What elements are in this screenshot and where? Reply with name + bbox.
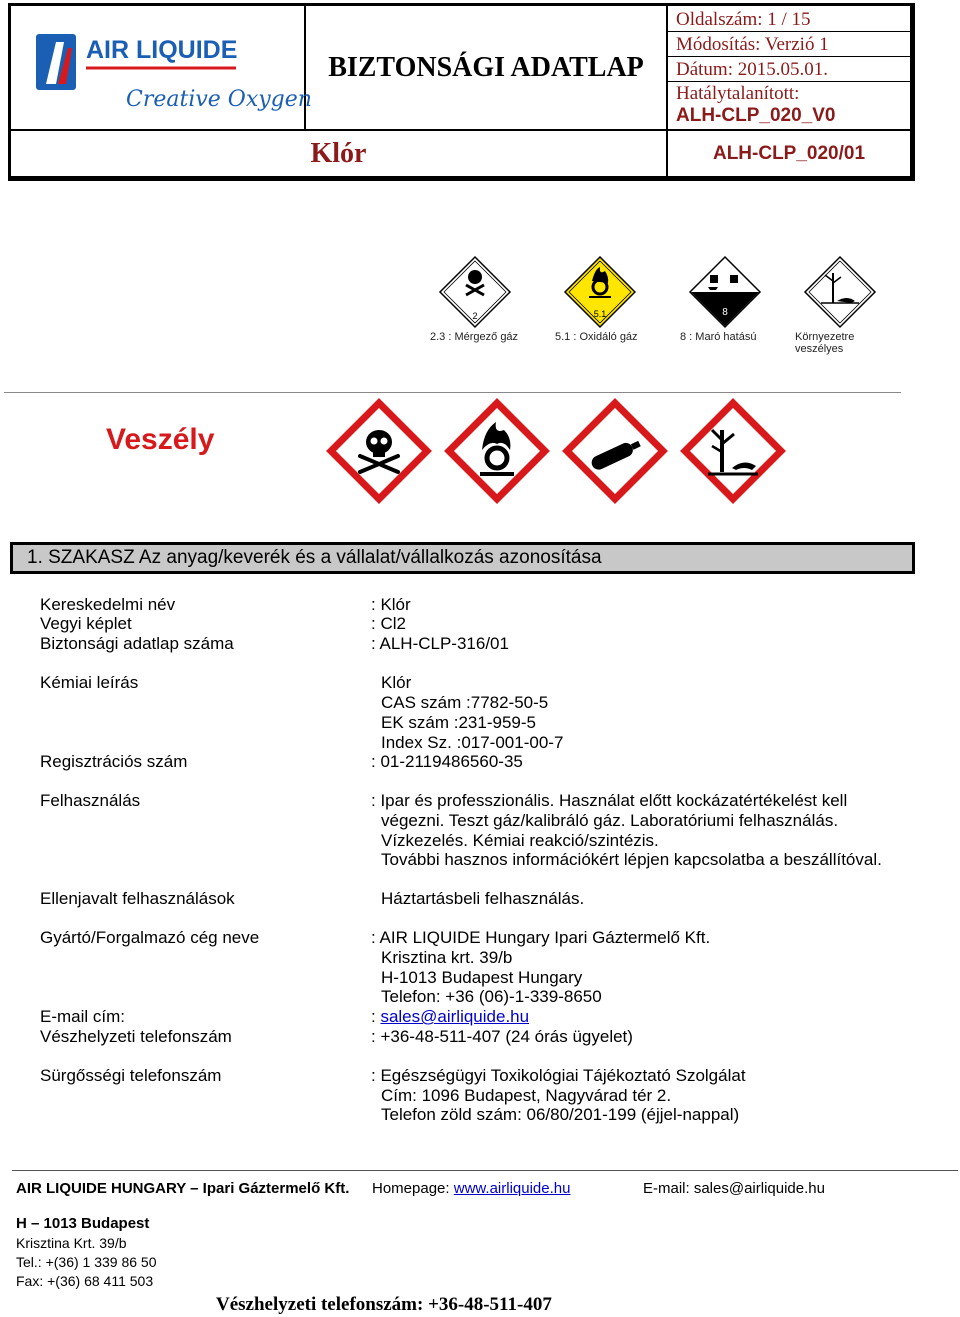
footer-tel: Tel.: +(36) 1 339 86 50 [16,1254,157,1270]
chem-desc-line: Index Sz. :017-001-00-7 [381,733,564,752]
environment-icon [682,400,784,502]
manufacturer-label: Gyártó/Forgalmazó cég neve [40,928,260,947]
manufacturer-line: Telefon: +36 (06)-1-339-8650 [381,987,602,1006]
adr-caption: Környezetre veszélyes [795,331,855,355]
footer-street: Krisztina Krt. 39/b [16,1235,127,1251]
ghs-pictograms [328,400,858,502]
corrosion-icon [680,255,770,327]
registration-label: Regisztrációs szám [40,752,188,771]
svg-text:2: 2 [472,311,478,321]
chem-desc-label: Kémiai leírás [40,673,139,692]
section-1-heading: 1. SZAKASZ Az anyag/keverék és a vállalat/vállalkozás azonosítása [10,542,915,574]
date: Dátum: 2015.05.01. [668,58,912,82]
supersedes-value: ALH-CLP_020_V0 [676,105,836,126]
footer-email: E-mail: sales@airliquide.hu [643,1180,825,1197]
chem-desc-line: Klór [381,673,412,692]
urgent-phone-line: Telefon zöld szám: 06/80/201-199 (éjjel-nappal) [381,1105,740,1124]
email-prefix: : [371,1007,381,1026]
flame-over-circle-icon [446,400,548,502]
document-code: ALH-CLP_020/01 [668,131,912,178]
header-table [8,3,915,181]
footer-address-title: H – 1013 Budapest [16,1215,150,1232]
footer-fax: Fax: +(36) 68 411 503 [16,1273,154,1289]
homepage-link[interactable]: www.airliquide.hu [453,1180,571,1197]
emergency-phone-label: Vészhelyzeti telefonszám [40,1027,232,1046]
email-value [371,1007,529,1027]
svg-text:5.1: 5.1 [593,309,607,319]
use-line: végezni. Teszt gáz/kalibráló gáz. Laboratóriumi felhasználás. [381,811,839,830]
air-liquide-logo [36,26,312,116]
use-line: Vízkezelés. Kémiai reakció/szintézis. [381,831,659,850]
divider [4,392,901,393]
flame-over-circle-icon [555,255,645,327]
document-title: BIZTONSÁGI ADATLAP [306,6,668,131]
trade-name-value: : Klór [371,595,411,614]
chem-desc-line: EK szám :231-959-5 [381,713,536,732]
registration-value: : 01-2119486560-35 [371,752,523,771]
adr-label-environment [795,255,895,355]
logo-slogan-text: Creative Oxygen [126,87,312,112]
formula-label: Vegyi képlet [40,614,132,633]
product-name: Klór [11,131,668,178]
use-line: : Ipar és professzionális. Használat előtt kockázatértékelést kell [371,791,848,810]
skull-crossbones-icon [328,400,430,502]
urgent-phone-label: Sürgősségi telefonszám [40,1066,222,1085]
logo-brand-text: AIR LIQUIDE [86,36,238,64]
homepage-label: Homepage: [372,1180,450,1197]
trade-name-label: Kereskedelmi név [40,595,176,614]
environment-icon [795,255,885,327]
footer-divider [12,1170,958,1171]
skull-crossbones-icon [430,255,520,327]
adr-caption: 5.1 : Oxidáló gáz [555,331,638,343]
chem-desc-line: CAS szám :7782-50-5 [381,693,549,712]
adr-labels [430,255,900,355]
footer-company: AIR LIQUIDE HUNGARY – Ipari Gáztermelő Kft. [16,1180,350,1197]
logo-cell [11,6,312,131]
email-label: E-mail cím: [40,1007,125,1026]
gas-cylinder-icon [564,400,666,502]
use-label: Felhasználás [40,791,141,810]
adr-label-corrosive [680,255,770,350]
page-number: Oldalszám: 1 / 15 [668,8,912,32]
adr-label-oxidizer [555,255,645,350]
revision: Módosítás: Verzió 1 [668,33,912,57]
footer-homepage [372,1180,570,1197]
footer-emergency: Vészhelyzeti telefonszám: +36-48-511-407 [216,1294,552,1315]
manufacturer-line: Krisztina krt. 39/b [381,948,513,967]
svg-text:8: 8 [722,307,728,318]
adr-caption: 8 : Maró hatású [680,331,757,343]
formula-value: : Cl2 [371,614,406,633]
emergency-phone-value: : +36-48-511-407 (24 órás ügyelet) [371,1027,633,1046]
use-line: További hasznos információkért lépjen kapcsolatba a beszállítóval. [381,850,882,869]
urgent-phone-line: : Egészségügyi Toxikológiai Tájékoztató Szolgálat [371,1066,746,1085]
contraindicated-label: Ellenjavalt felhasználások [40,889,235,908]
adr-label-toxic [430,255,520,350]
urgent-phone-line: Cím: 1096 Budapest, Nagyvárad tér 2. [381,1086,672,1105]
supersedes-label: Hatálytalanított: [676,83,800,104]
manufacturer-line: H-1013 Budapest Hungary [381,968,583,987]
sds-number-value: : ALH-CLP-316/01 [371,634,509,653]
sds-number-label: Biztonsági adatlap száma [40,634,234,653]
adr-caption: 2.3 : Mérgező gáz [430,331,519,343]
signal-word: Veszély [106,423,215,456]
contraindicated-value: Háztartásbeli felhasználás. [381,889,585,908]
meta-cell [668,6,912,131]
email-link[interactable]: sales@airliquide.hu [380,1007,530,1026]
manufacturer-line: : AIR LIQUIDE Hungary Ipari Gáztermelő Kft. [371,928,711,947]
